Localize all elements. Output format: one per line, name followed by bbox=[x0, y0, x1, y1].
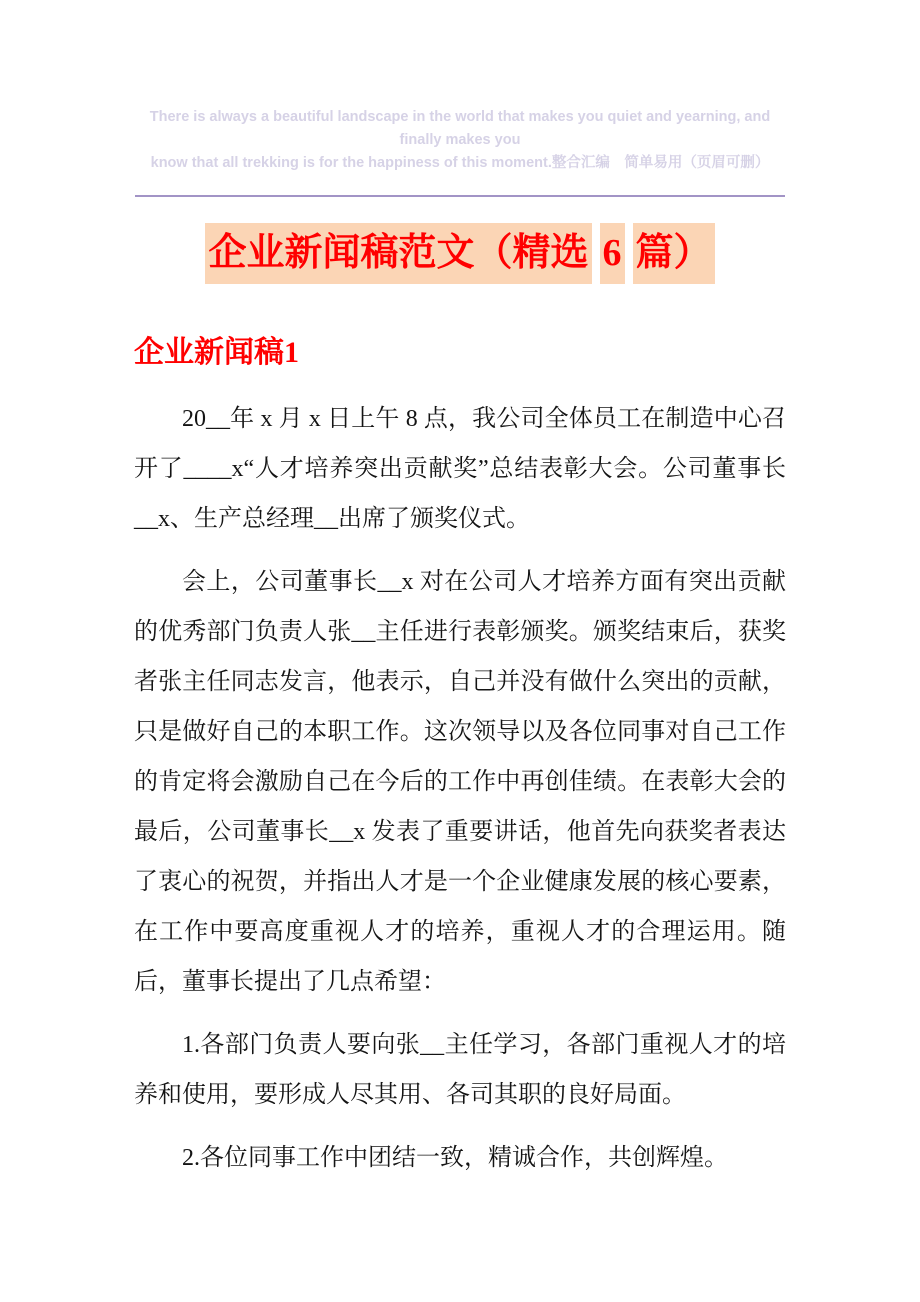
body-paragraph-4: 2.各位同事工作中团结一致，精诚合作，共创辉煌。 bbox=[182, 1145, 728, 1171]
title-segment-suffix: 篇） bbox=[633, 223, 715, 284]
header-motto-line2: know that all trekking is for the happiness of this moment.整合汇编 简单易用（页眉可删） bbox=[150, 155, 770, 171]
document-body bbox=[134, 394, 786, 1183]
body-paragraph-2: 会上，公司董事长__x 对在公司人才培养方面有突出贡献的优秀部门负责人张__主任进行表彰颁奖。颁奖结束后，获奖者张主任同志发言，他表示，自己并没有做什么突出的贡献，只是做好自己的本职工作。这次领导以及各位同事对自己工作的肯定将会激励自己在今后的工作中再创佳绩。在表彰大会的最后，公司董事长__x 发表了重要讲话，他首先向获奖者表达了衷心的祝贺，并指出人才是一个企业健康发展的核心要素，在工作中要高度重视人才的培养，重视人才的合理运用。随后，董事长提出了几点希望： bbox=[134, 569, 786, 995]
page-header bbox=[135, 0, 785, 197]
title-segment-main: 企业新闻稿范文（精选 bbox=[205, 223, 591, 284]
document-title bbox=[134, 223, 786, 284]
title-segment-count: 6 bbox=[600, 223, 625, 284]
body-paragraph-1: 20__年 x 月 x 日上午 8 点，我公司全体员工在制造中心召开了____x“人才培养突出贡献奖”总结表彰大会。公司董事长__x、生产总经理__出席了颁奖仪式。 bbox=[134, 406, 786, 532]
header-motto-line1: There is always a beautiful landscape in the world that makes you quiet and yearning, and finally makes you bbox=[149, 109, 771, 148]
header-divider bbox=[135, 195, 785, 197]
body-paragraph-3: 1.各部门负责人要向张__主任学习，各部门重视人才的培养和使用，要形成人尽其用、各司其职的良好局面。 bbox=[134, 1032, 786, 1108]
section-heading: 企业新闻稿1 bbox=[134, 336, 299, 369]
header-motto bbox=[135, 106, 785, 175]
